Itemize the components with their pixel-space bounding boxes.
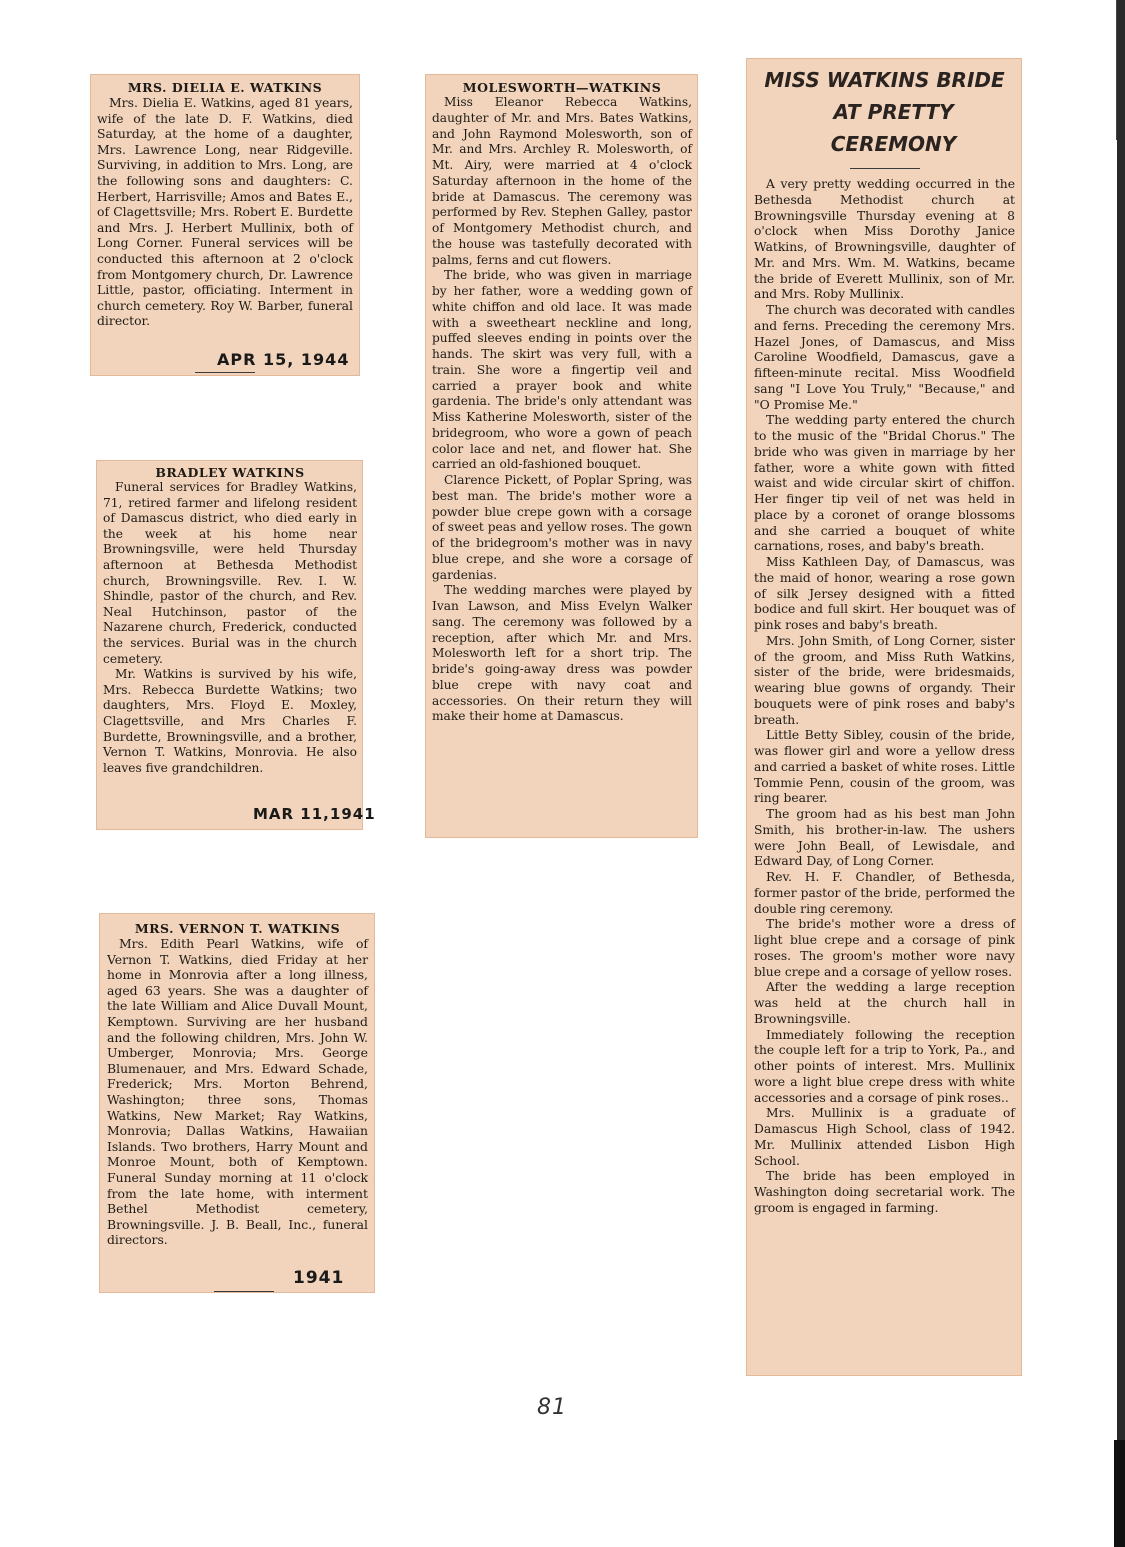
clipping-title: MRS. VERNON T. WATKINS [134, 921, 341, 936]
clipping-paragraph: Miss Eleanor Rebecca Watkins, daughter of Mr. and Mrs. Bates Watkins, and John Raymond Molesworth, son of Mr. and Mrs. Archley R. Molesworth, of Mt. Airy, were married at 4 o'clock Saturday afternoon in the home of the bride at Damascus. The ceremony was performed by Rev. Stephen Galley, pastor of Montgomery Methodist church, and the house was tastefully decorated with palms, ferns and cut flowers. [432, 95, 692, 267]
wedding-miss-watkins-bride [746, 58, 1022, 1376]
handwritten-date: 1941 [293, 1268, 345, 1288]
clipping-paragraph: The church was decorated with candles and ferns. Preceding the ceremony Mrs. Hazel Jones, of Damascus, and Miss Caroline Woodfield, Damascus, gave a fifteen-minute recital. Miss Woodfield sang "I Love You Truly," "Because," and "O Promise Me." [754, 303, 1015, 412]
clipping-body [103, 480, 357, 776]
clipping-title: MRS. DIELIA E. WATKINS [127, 80, 323, 95]
clipping-paragraph: Clarence Pickett, of Poplar Spring, was best man. The bride's mother wore a powder blue crepe gown with a corsage of sweet peas and yellow roses. The gown of the bridegroom's mother was in navy blue crepe, and she wore a corsage of gardenias. [432, 473, 692, 582]
obituary-dielia-watkins [90, 74, 360, 376]
obituary-mrs-vernon-watkins [99, 913, 375, 1293]
clipping-paragraph: Mrs. Mullinix is a graduate of Damascus High School, class of 1942. Mr. Mullinix attended Lisbon High School. [754, 1106, 1015, 1168]
clipping-body [107, 936, 368, 1248]
handwritten-date: APR 15, 1944 [217, 350, 350, 369]
headline-line-1: MISS WATKINS BRIDE [764, 68, 1005, 92]
clipping-paragraph: Mrs. Dielia E. Watkins, aged 81 years, wife of the late D. F. Watkins, died Saturday, at the home of a daughter, Mrs. Lawrence Long, near Ridgeville. Surviving, in addition to Mrs. Long, are the following sons and daughters: C. Herbert, Harrisville; Amos and Bates E., of Clagettsville; Mrs. Robert E. Burdette and Mrs. J. Herbert Mullinix, both of Long Corner. Funeral services will be conducted this afternoon at 2 o'clock from Montgomery church, Dr. Lawrence Little, pastor, officiating. Interment in church cemetery. Roy W. Barber, funeral director. [97, 95, 353, 329]
scan-edge [1114, 1440, 1125, 1547]
clipping-paragraph: A very pretty wedding occurred in the Bethesda Methodist church at Browningsville Thursday evening at 8 o'clock when Miss Dorothy Janice Watkins, of Browningsville, daughter of Mr. and Mrs. Wm. M. Watkins, became the bride of Everett Mullinix, son of Mr. and Mrs. Roby Mullinix. [754, 177, 1015, 302]
divider [850, 168, 920, 169]
divider [195, 372, 255, 373]
clipping-paragraph: The groom had as his best man John Smith, his brother-in-law. The ushers were John Beall, of Lewisdale, and Edward Day, of Long Corner. [754, 807, 1015, 869]
clipping-title: MOLESWORTH—WATKINS [462, 80, 662, 95]
clipping-paragraph: Rev. H. F. Chandler, of Bethesda, former pastor of the bride, performed the double ring ceremony. [754, 870, 1015, 916]
clipping-paragraph: Mrs. Edith Pearl Watkins, wife of Vernon T. Watkins, died Friday at her home in Monrovia after a long illness, aged 63 years. She was a daughter of the late William and Alice Duvall Mount, Kemptown. Surviving are her husband and the following children, Mrs. John W. Umberger, Monrovia; Mrs. George Blumenauer, and Mrs. Edward Schade, Frederick; Mrs. Morton Behrend, Washington; three sons, Thomas Watkins, New Market; Ray Watkins, Monrovia; Dallas Watkins, Hawaiian Islands. Two brothers, Harry Mount and Monroe Mount, both of Kemptown. Funeral Sunday morning at 11 o'clock from the late home, with interment Bethel Methodist cemetery, Browningsville. J. B. Beall, Inc., funeral directors. [107, 936, 368, 1248]
obituary-bradley-watkins [96, 460, 376, 830]
headline-line-2: AT PRETTY CEREMONY [830, 100, 957, 156]
clipping-paragraph: Mrs. John Smith, of Long Corner, sister of the groom, and Miss Ruth Watkins, sister of the bride, were bridesmaids, wearing blue gowns of organdy. Their bouquets were of pink roses and baby's breath. [754, 633, 1015, 727]
wedding-molesworth-watkins [425, 74, 698, 838]
clipping-paragraph: Little Betty Sibley, cousin of the bride, was flower girl and wore a yellow dress and carried a basket of white roses. Little Tommie Penn, cousin of the groom, was ring bearer. [754, 728, 1015, 806]
clipping-paragraph: The bride's mother wore a dress of light blue crepe and a corsage of pink roses. The groom's mother wore navy blue crepe and a corsage of yellow roses. [754, 917, 1015, 979]
clipping-paragraph: The bride, who was given in marriage by her father, wore a wedding gown of white chiffon and old lace. It was made with a sweetheart neckline and long, puffed sleeves ending in points over the hands. The skirt was very full, with a train. She wore a fingertip veil and carried a prayer book and white gardenia. The bride's only attendant was Miss Katherine Molesworth, sister of the bridegroom, who wore a gown of peach color lace and net, and flower hat. She carried an old-fashioned bouquet. [432, 268, 692, 472]
clipping-body [97, 95, 353, 329]
clipping-paragraph: The wedding marches were played by Ivan Lawson, and Miss Evelyn Walker sang. The ceremony was followed by a reception, after which Mr. and Mrs. Molesworth left for a short trip. The bride's going-away dress was powder blue crepe with navy coat and accessories. On their return they will make their home at Damascus. [432, 583, 692, 724]
clipping-paragraph: Immediately following the reception the couple left for a trip to York, Pa., and other points of interest. Mrs. Mullinix wore a light blue crepe dress with white accessories and a corsage of pink roses.. [754, 1027, 1015, 1105]
clipping-body [754, 177, 1015, 1217]
clipping-paragraph: The wedding party entered the church to the music of the "Bridal Chorus." The bride who was given in marriage by her father, wore a white gown with fitted waist and wide circular skirt of chiffon. Her finger tip veil of net was held in place by a coronet of orange blossoms and she carried a bouquet of white carnations, roses, and baby's breath. [754, 413, 1015, 554]
divider [214, 1291, 274, 1292]
clipping-paragraph: The bride has been employed in Washington doing secretarial work. The groom is engaged in farming. [754, 1169, 1015, 1215]
scan-edge [1117, 0, 1125, 1547]
page-number: 81 [537, 1395, 567, 1420]
clipping-paragraph: Miss Kathleen Day, of Damascus, was the maid of honor, wearing a rose gown of silk Jersey designed with a fitted bodice and full skirt. Her bouquet was of pink roses and baby's breath. [754, 555, 1015, 632]
clipping-paragraph: Funeral services for Bradley Watkins, 71, retired farmer and lifelong resident of Damascus district, who died early in the week at his home near Browningsville, were held Thursday afternoon at Bethesda Methodist church, Browningsville. Rev. I. W. Shindle, pastor of the church, and Rev. Neal Hutchinson, pastor of the Nazarene church, Frederick, conducted the services. Burial was in the church cemetery. [103, 480, 357, 666]
clipping-body [432, 95, 692, 725]
clipping-paragraph: After the wedding a large reception was held at the church hall in Browningsville. [754, 980, 1015, 1026]
handwritten-date: MAR 11,1941 [253, 805, 376, 823]
clipping-paragraph: Mr. Watkins is survived by his wife, Mrs. Rebecca Burdette Watkins; two daughters, Mrs. Floyd E. Moxley, Clagettsville, and Mrs Charles F. Burdette, Browningsville, and a brother, Vernon T. Watkins, Monrovia. He also leaves five grandchildren. [103, 667, 357, 775]
clipping-title: BRADLEY WATKINS [155, 465, 305, 480]
